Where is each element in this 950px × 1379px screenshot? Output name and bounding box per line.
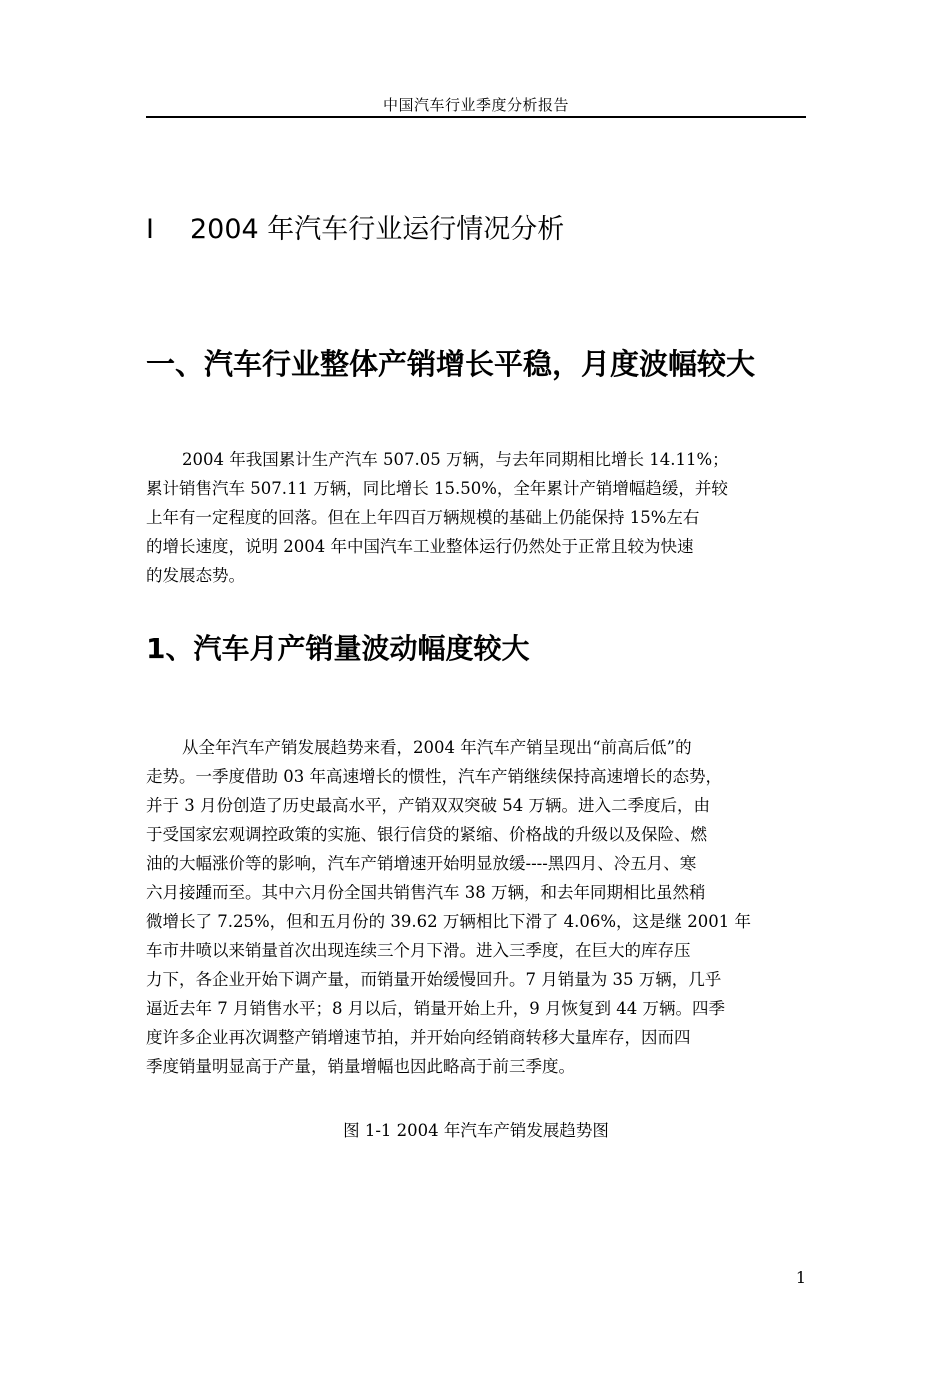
paragraph-line: 油的大幅涨价等的影响，汽车产销增速开始明显放缓----黑四月、冷五月、寒 bbox=[146, 854, 697, 873]
paragraph-line: 并于 3 月份创造了历史最高水平，产销双双突破 54 万辆。进入二季度后，由 bbox=[146, 796, 710, 815]
section-heading: 一、汽车行业整体产销增长平稳，月度波幅较大 bbox=[146, 347, 756, 381]
paragraph-line: 度许多企业再次调整产销增速节拍，并开始向经销商转移大量库存，因而四 bbox=[146, 1028, 691, 1047]
paragraph-line: 走势。一季度借助 03 年高速增长的惯性，汽车产销继续保持高速增长的态势， bbox=[146, 767, 722, 786]
paragraph-line: 的增长速度，说明 2004 年中国汽车工业整体运行仍然处于正常且较为快速 bbox=[146, 537, 694, 556]
paragraph-line: 逼近去年 7 月销售水平；8 月以后，销量开始上升，9 月恢复到 44 万辆。四季 bbox=[146, 999, 725, 1018]
paragraph-line: 车市井喷以来销量首次出现连续三个月下滑。进入三季度，在巨大的库存压 bbox=[146, 941, 691, 960]
paragraph-line: 六月接踵而至。其中六月份全国共销售汽车 38 万辆，和去年同期相比虽然稍 bbox=[146, 883, 706, 902]
page-number: 1 bbox=[795, 1268, 806, 1287]
figure-caption: 图 1-1 2004 年汽车产销发展趋势图 bbox=[343, 1121, 609, 1140]
part-numeral: I bbox=[146, 214, 154, 245]
paragraph-line: 力下，各企业开始下调产量，而销量开始缓慢回升。7 月销量为 35 万辆，几乎 bbox=[146, 970, 722, 989]
paragraph-line: 微增长了 7.25%，但和五月份的 39.62 万辆相比下滑了 4.06%，这是继 2001 年 bbox=[146, 912, 752, 931]
body-paragraph-1 bbox=[146, 445, 806, 590]
paragraph-line: 上年有一定程度的回落。但在上年四百万辆规模的基础上仍能保持 15%左右 bbox=[146, 508, 700, 527]
paragraph-line: 累计销售汽车 507.11 万辆，同比增长 15.50%，全年累计产销增幅趋缓，并较 bbox=[146, 479, 728, 498]
part-heading bbox=[146, 210, 564, 250]
running-header: 中国汽车行业季度分析报告 bbox=[382, 96, 569, 114]
body-paragraph-2 bbox=[146, 733, 806, 1081]
paragraph-line: 2004 年我国累计生产汽车 507.05 万辆，与去年同期相比增长 14.11%； bbox=[182, 450, 729, 469]
subsection-heading: 1、汽车月产销量波动幅度较大 bbox=[146, 632, 530, 665]
header-rule bbox=[146, 116, 806, 118]
part-title-text: 2004 年汽车行业运行情况分析 bbox=[190, 214, 565, 245]
paragraph-line: 于受国家宏观调控政策的实施、银行信贷的紧缩、价格战的升级以及保险、燃 bbox=[146, 825, 707, 844]
paragraph-line: 从全年汽车产销发展趋势来看，2004 年汽车产销呈现出“前高后低”的 bbox=[182, 738, 692, 757]
paragraph-line: 的发展态势。 bbox=[146, 566, 245, 585]
paragraph-line: 季度销量明显高于产量，销量增幅也因此略高于前三季度。 bbox=[146, 1057, 575, 1076]
